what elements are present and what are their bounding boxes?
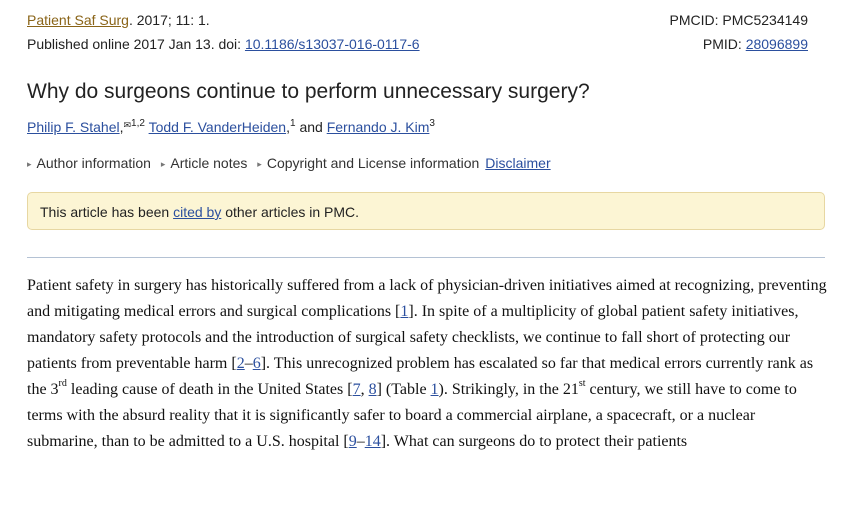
reference-link[interactable]: 8	[368, 381, 377, 398]
pmid-label: PMID:	[702, 36, 746, 52]
author-affiliation: 1	[289, 118, 296, 129]
publication-row	[27, 27, 825, 51]
reference-link[interactable]: 6	[252, 355, 261, 372]
volume-info: . 2017; 11: 1.	[128, 12, 210, 28]
author-information-toggle[interactable]: Author information	[36, 155, 151, 171]
author-link-kim[interactable]: Fernando J. Kim	[326, 119, 430, 135]
doi-link[interactable]: 10.1186/s13037-016-0117-6	[244, 36, 420, 52]
author-link-vanderheiden[interactable]: Todd F. VanderHeiden	[148, 119, 287, 135]
cited-by-notice: This article has been cited by other articles in PMC.	[27, 192, 825, 230]
article-info-links	[27, 137, 825, 173]
reference-link[interactable]: 2	[236, 355, 245, 372]
author-affiliation: 3	[429, 118, 435, 129]
pmid	[703, 37, 825, 51]
published-date: Published online 2017 Jan 13. doi:	[27, 36, 245, 52]
citation-line	[27, 13, 210, 27]
pmcid: PMCID: PMC5234149	[669, 12, 808, 28]
reference-link[interactable]: 1	[400, 303, 409, 320]
article-title: Why do surgeons continue to perform unnecessary surgery?	[27, 80, 590, 103]
author-list: Philip F. Stahel,$^{✉1,2}$ Todd F. VanderHeiden,$^1$ and Fernando J. Kim$^3$	[27, 118, 435, 135]
copyright-toggle[interactable]: Copyright and License information	[266, 155, 480, 171]
envelope-icon[interactable]: ✉	[123, 120, 132, 130]
triangle-right-icon: ▸	[257, 159, 262, 169]
authors-joiner: and	[299, 119, 323, 135]
cited-by-link[interactable]: cited by	[173, 204, 222, 220]
pmid-link[interactable]: 28096899	[745, 36, 808, 52]
disclaimer-link[interactable]: Disclaimer	[485, 155, 551, 171]
reference-link[interactable]: 9	[348, 433, 357, 450]
triangle-right-icon: ▸	[160, 159, 166, 169]
reference-link[interactable]: 14	[364, 433, 381, 450]
reference-link[interactable]: 7	[352, 381, 361, 398]
author-affiliation: 1,2	[131, 118, 145, 129]
triangle-right-icon: ▸	[27, 159, 32, 169]
journal-link[interactable]: Patient Saf Surg	[27, 12, 129, 28]
table-link[interactable]: 1	[430, 381, 439, 398]
article-notes-toggle[interactable]: Article notes	[170, 155, 248, 171]
citation-row	[27, 0, 825, 27]
author-link-stahel[interactable]: Philip F. Stahel	[27, 119, 120, 135]
abstract-paragraph: Patient safety in surgery has historically suffered from a lack of physician-driven initiatives aimed at recognizing, preventing and mitigating medical errors and surgical complications [1]. In spite of a multiplicity of global patient safety initiatives, mandatory safety protocols and the introduction of surgical safety checklists, we continue to fall short of protecting our patients from preventable harm [2–6]. This unrecognized problem has escalated so far that medical errors currently rank as the 3rd leading cause of death in the United States [7, 8] (Table 1). Strikingly, in the 21st century, we still have to come to terms with the absurd reality that it is significantly safer to board a commercial airplane, a spacecraft, or a nuclear submarine, than to be admitted to a U.S. hospital [9–14]. What can surgeons do to protect their patients	[27, 277, 827, 450]
